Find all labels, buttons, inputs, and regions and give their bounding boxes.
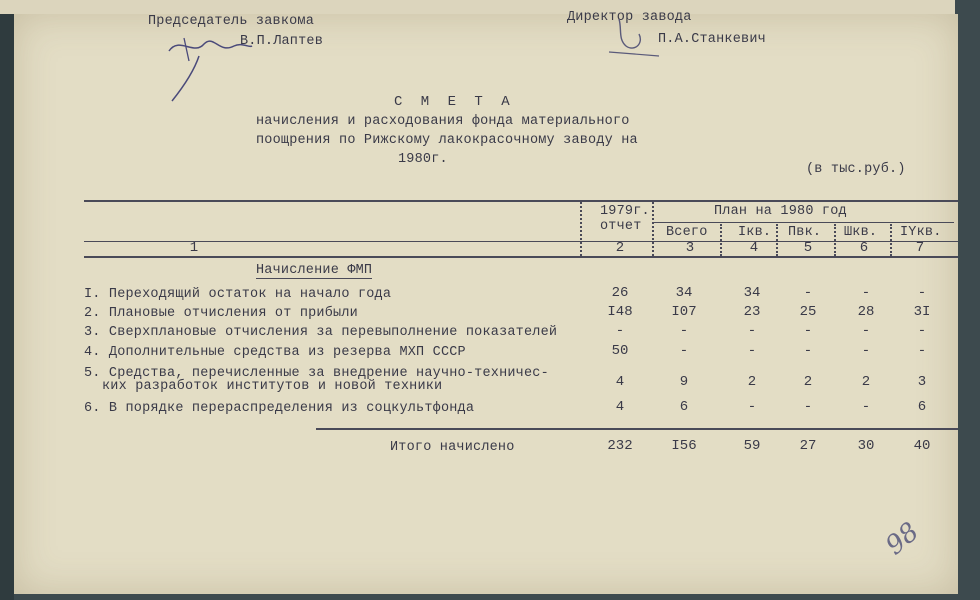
subtitle-line-2: поощрения по Рижскому лакокрасочному заводу на: [256, 133, 638, 148]
subtitle-line-1: начисления и расходования фонда материального: [256, 114, 630, 129]
left-signatory-title: Председатель завкома: [148, 14, 315, 29]
table-cell: 2: [747, 374, 757, 390]
table-cell: I07: [671, 304, 697, 320]
table-cell: -: [615, 323, 625, 339]
table-cell: 26: [611, 285, 629, 301]
header-plan-1980: План на 1980 год: [714, 204, 847, 219]
table-cell: -: [861, 323, 871, 339]
right-signatory-name: П.А.Станкевич: [658, 32, 766, 47]
col-separator: [652, 202, 654, 256]
table-cell: 50: [611, 343, 629, 359]
col-separator: [890, 224, 892, 256]
table-cell: 6: [679, 399, 689, 415]
table-cell: -: [917, 285, 927, 301]
header-total: Всего: [666, 225, 708, 240]
total-rule: [316, 428, 958, 430]
row-label: I. Переходящий остаток на начало года: [84, 287, 392, 302]
total-value-q2: 27: [799, 438, 817, 454]
total-value-q3: 30: [857, 438, 875, 454]
table-cell: 34: [743, 285, 761, 301]
table-cell: 23: [743, 304, 761, 320]
table-cell: 4: [615, 374, 625, 390]
table-cell: -: [917, 343, 927, 359]
total-value-q4: 40: [913, 438, 931, 454]
col-separator: [834, 224, 836, 256]
table-cell: -: [747, 323, 757, 339]
col-number-4: 4: [749, 240, 759, 256]
header-1979: 1979г.: [600, 204, 650, 219]
binding-edge: [0, 14, 14, 600]
table-cell: 3I: [913, 304, 931, 320]
plan-header-rule: [654, 222, 954, 223]
col-number-5: 5: [803, 240, 813, 256]
row-label: 3. Сверхплановые отчисления за перевыполнение показателей: [84, 325, 558, 340]
table-cell: -: [747, 343, 757, 359]
section-title: Начисление ФМП: [256, 263, 373, 278]
table-cell: -: [861, 343, 871, 359]
units-note: (в тыс.руб.): [806, 162, 906, 177]
table-cell: -: [861, 399, 871, 415]
right-signatory-title: Директор завода: [567, 10, 692, 25]
previous-page-edge: [0, 0, 955, 15]
header-q2: Пвк.: [788, 225, 822, 240]
table-cell: 34: [675, 285, 693, 301]
table-cell: 28: [857, 304, 875, 320]
col-number-6: 6: [859, 240, 869, 256]
header-report: отчет: [600, 219, 642, 234]
row-label: 5. Средства, перечисленные за внедрение научно-техничес-: [84, 366, 549, 381]
col-separator: [720, 224, 722, 256]
col-number-1: 1: [189, 240, 199, 256]
left-signatory-name: В.П.Лаптев: [240, 34, 324, 49]
table-cell: -: [917, 323, 927, 339]
table-cell: 6: [917, 399, 927, 415]
col-number-7: 7: [915, 240, 925, 256]
table-cell: -: [679, 323, 689, 339]
document-page: [14, 10, 958, 594]
table-cell: 2: [803, 374, 813, 390]
header-q3: Шкв.: [844, 225, 878, 240]
total-value-q1: 59: [743, 438, 761, 454]
table-cell: -: [747, 399, 757, 415]
row-label: 4. Дополнительные средства из резерва МХП СССР: [84, 345, 466, 360]
table-cell: -: [803, 323, 813, 339]
table-cell: 9: [679, 374, 689, 390]
total-value-total: I56: [671, 438, 697, 454]
col-separator: [776, 224, 778, 256]
row-label: 6. В порядке перераспределения из соцкультфонда: [84, 401, 475, 416]
handwritten-page-number: 98: [880, 516, 925, 562]
table-cell: -: [803, 399, 813, 415]
header-bottom-rule: [84, 256, 958, 258]
col-separator: [580, 202, 582, 256]
table-cell: 3: [917, 374, 927, 390]
table-cell: I48: [607, 304, 633, 320]
total-label: Итого начислено: [390, 440, 515, 455]
table-cell: -: [803, 285, 813, 301]
table-cell: 25: [799, 304, 817, 320]
table-cell: 4: [615, 399, 625, 415]
col-number-2: 2: [615, 240, 625, 256]
row-label: 2. Плановые отчисления от прибыли: [84, 306, 358, 321]
table-cell: -: [861, 285, 871, 301]
table-cell: 2: [861, 374, 871, 390]
col-number-3: 3: [685, 240, 695, 256]
header-q1: Iкв.: [738, 225, 772, 240]
total-value-1979: 232: [607, 438, 633, 454]
subtitle-line-3: 1980г.: [398, 152, 448, 167]
row-label-continuation: ких разработок институтов и новой техники: [102, 379, 443, 394]
header-q4: IYкв.: [900, 225, 942, 240]
table-top-rule: [84, 200, 958, 202]
table-cell: -: [803, 343, 813, 359]
document-title: С М Е Т А: [394, 94, 515, 110]
table-cell: -: [679, 343, 689, 359]
